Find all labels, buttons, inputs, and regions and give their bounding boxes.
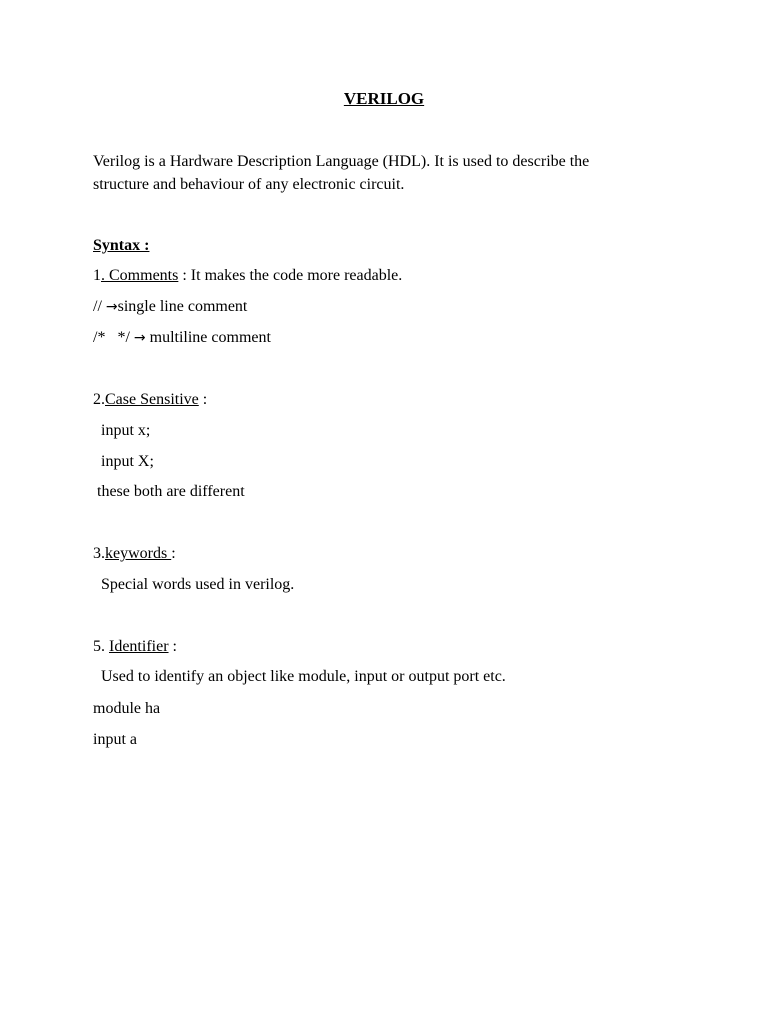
identifier-number: 5. (93, 638, 109, 655)
comments-desc: : It makes the code more readable. (178, 267, 403, 284)
comments-title: . Comments (101, 267, 179, 284)
multiline-comment (93, 328, 271, 348)
comments-number: 1 (93, 267, 101, 284)
multi-comment-text: multiline comment (145, 329, 271, 346)
intro-line-2: structure and behaviour of any electronic circuit. (93, 176, 405, 193)
case-suffix: : (198, 391, 208, 408)
case-heading (93, 390, 207, 410)
intro-line-1: Verilog is a Hardware Description Language (HDL). It is used to describe the (93, 153, 590, 170)
keywords-desc: Special words used in verilog. (93, 576, 295, 593)
keywords-suffix: : (171, 545, 176, 562)
identifier-heading (93, 637, 177, 657)
arrow-icon: → (133, 330, 146, 346)
multi-comment-prefix: /* */ (93, 329, 134, 346)
case-example-1: input x; (93, 422, 151, 439)
single-comment-text: single line comment (117, 298, 248, 315)
case-example-2: input X; (93, 453, 154, 470)
case-note: these both are different (93, 483, 245, 500)
arrow-icon: → (105, 299, 118, 315)
keywords-title: keywords (105, 545, 172, 562)
single-line-comment (93, 297, 247, 317)
identifier-title: Identifier (109, 638, 169, 655)
case-title: Case Sensitive (105, 391, 199, 408)
identifier-suffix: : (168, 638, 177, 655)
keywords-number: 3. (93, 545, 105, 562)
case-number: 2. (93, 391, 105, 408)
keywords-heading (93, 544, 176, 564)
comments-heading (93, 266, 402, 286)
single-comment-prefix: // (93, 298, 106, 315)
identifier-desc: Used to identify an object like module, input or output port etc. (93, 668, 506, 685)
identifier-example-2: input a (93, 731, 137, 748)
syntax-heading: Syntax : (93, 237, 150, 254)
page-title: VERILOG (343, 89, 425, 108)
identifier-example-1: module ha (93, 700, 161, 717)
